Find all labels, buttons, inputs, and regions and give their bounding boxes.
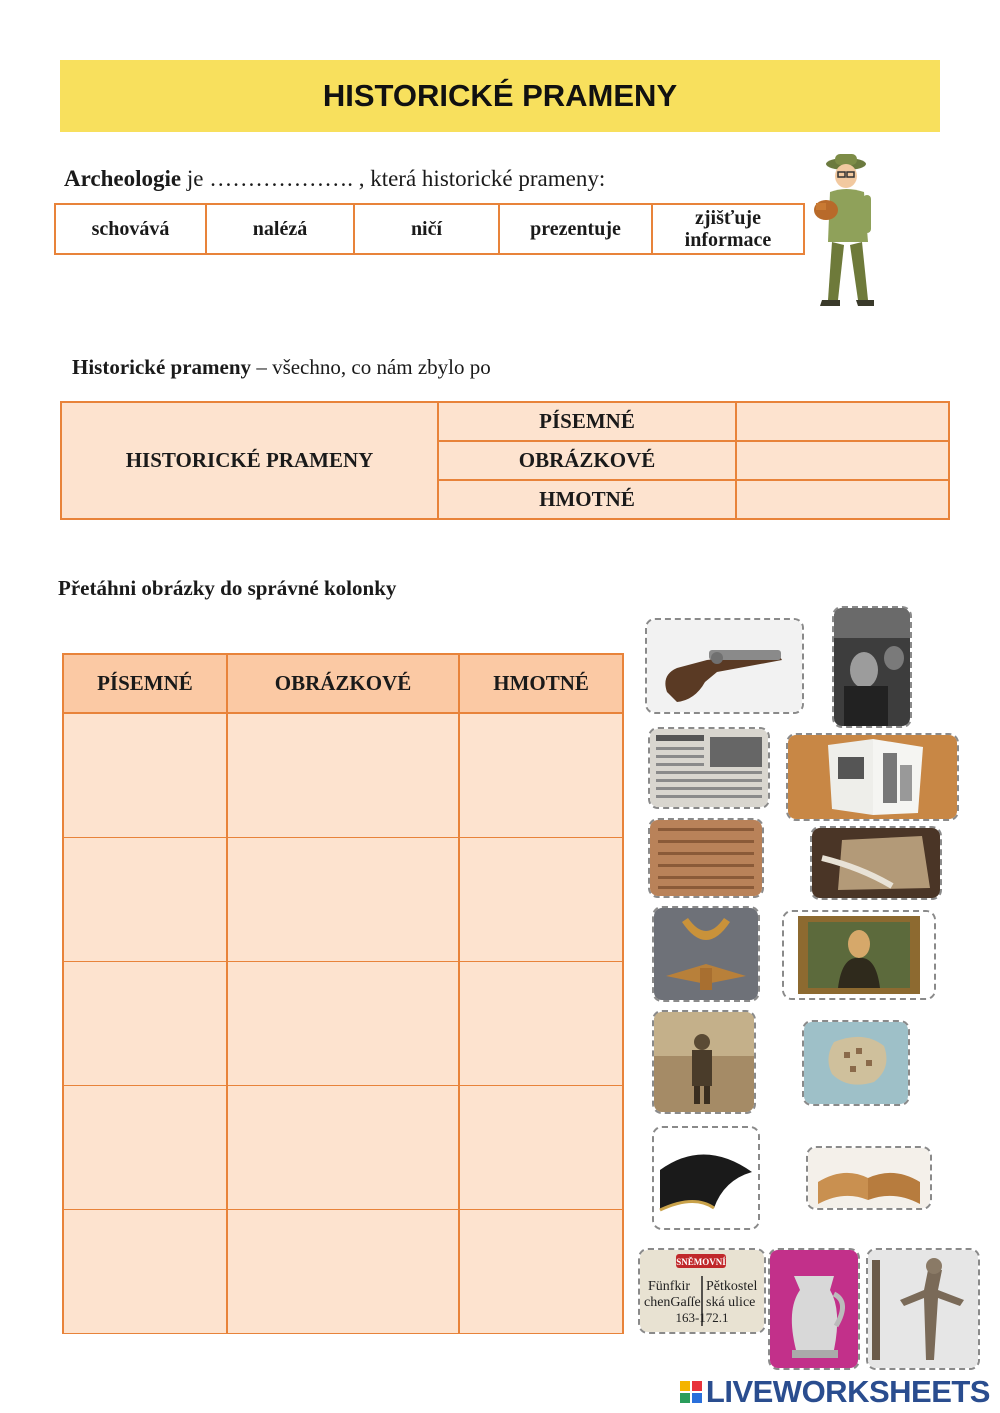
drop-cell[interactable] bbox=[459, 1086, 623, 1210]
column-material-header: HMOTNÉ bbox=[459, 654, 623, 713]
option-naleza[interactable]: nalézá bbox=[206, 204, 354, 254]
quill-manuscript-image[interactable] bbox=[810, 826, 942, 900]
archeology-options bbox=[54, 203, 805, 255]
sign-numbers: 163-172.1 bbox=[675, 1310, 729, 1325]
historical-sources-table bbox=[60, 401, 950, 520]
sign-top-text: SNĚMOVNÍ bbox=[676, 1257, 726, 1267]
sword-image[interactable] bbox=[866, 1248, 980, 1370]
drop-cell[interactable] bbox=[227, 1210, 459, 1334]
architecture-book-image[interactable] bbox=[786, 733, 959, 821]
old-city-map-image[interactable] bbox=[802, 1020, 910, 1106]
option-prezentuje[interactable]: prezentuje bbox=[499, 204, 652, 254]
drop-cell[interactable] bbox=[459, 1210, 623, 1334]
old-newspaper-image[interactable] bbox=[648, 727, 770, 809]
drop-cell[interactable] bbox=[63, 1210, 227, 1334]
drop-cell[interactable] bbox=[63, 962, 227, 1086]
liveworksheets-logo bbox=[680, 1374, 990, 1410]
cuneiform-tablet-image[interactable] bbox=[648, 818, 764, 898]
brand-icon bbox=[680, 1381, 702, 1403]
archeology-rest: je ………………. , která historické prameny: bbox=[181, 166, 606, 191]
definition-rest: – všechno, co nám zbylo po bbox=[251, 355, 491, 379]
exercise-instruction: Přetáhni obrázky do správné kolonky bbox=[58, 576, 397, 600]
gold-jewelry-image[interactable] bbox=[652, 906, 760, 1002]
street-sign-image[interactable] bbox=[638, 1248, 766, 1334]
drop-cell[interactable] bbox=[227, 1086, 459, 1210]
drop-cell[interactable] bbox=[63, 713, 227, 838]
option-zjistuje-informace[interactable]: zjišťuje informace bbox=[652, 204, 804, 254]
drop-cell[interactable] bbox=[227, 838, 459, 962]
mona-lisa-painting[interactable] bbox=[782, 910, 936, 1000]
page-title: HISTORICKÉ PRAMENY bbox=[322, 78, 678, 113]
historical-sources-label: HISTORICKÉ PRAMENY bbox=[61, 402, 438, 519]
archaeologist-illustration bbox=[808, 150, 898, 312]
occupation-1968-photo[interactable] bbox=[832, 606, 912, 728]
drop-table bbox=[62, 653, 624, 1334]
page-title-bar bbox=[60, 60, 940, 132]
drop-cell[interactable] bbox=[227, 962, 459, 1086]
archeology-term: Archeologie bbox=[64, 166, 182, 191]
silver-jug-image[interactable] bbox=[768, 1248, 860, 1370]
sign-right-top: Pětkostel bbox=[706, 1279, 758, 1294]
source-pictorial-answer[interactable] bbox=[736, 441, 949, 480]
tricorn-hat-image[interactable] bbox=[652, 1126, 760, 1230]
source-written-answer[interactable] bbox=[736, 402, 949, 441]
drop-cell[interactable] bbox=[63, 838, 227, 962]
source-material-label: HMOTNÉ bbox=[438, 480, 736, 519]
brand-name: LIVEWORKSHEETS bbox=[705, 1374, 990, 1409]
source-pictorial-label: OBRÁZKOVÉ bbox=[438, 441, 736, 480]
column-pictorial-header: OBRÁZKOVÉ bbox=[227, 654, 459, 713]
drop-cell[interactable] bbox=[459, 838, 623, 962]
old-boy-photo[interactable] bbox=[652, 1010, 756, 1114]
drop-cell[interactable] bbox=[459, 713, 623, 838]
source-material-answer[interactable] bbox=[736, 480, 949, 519]
archeology-sentence bbox=[64, 166, 605, 192]
open-book-image[interactable] bbox=[806, 1146, 932, 1210]
drop-cell[interactable] bbox=[459, 962, 623, 1086]
pistol-image[interactable] bbox=[645, 618, 804, 714]
drop-cell[interactable] bbox=[63, 1086, 227, 1210]
drop-cell[interactable] bbox=[227, 713, 459, 838]
option-schovava[interactable]: schovává bbox=[55, 204, 206, 254]
column-written-header: PÍSEMNÉ bbox=[63, 654, 227, 713]
definition-sentence bbox=[72, 355, 491, 380]
definition-term: Historické prameny bbox=[72, 355, 252, 379]
sign-left-top: Fünfkir bbox=[648, 1279, 690, 1294]
source-written-label: PÍSEMNÉ bbox=[438, 402, 736, 441]
sign-right-mid: ská ulice bbox=[706, 1295, 756, 1310]
sign-left-mid: chenGaſſe bbox=[644, 1295, 701, 1310]
option-nici[interactable]: ničí bbox=[354, 204, 499, 254]
